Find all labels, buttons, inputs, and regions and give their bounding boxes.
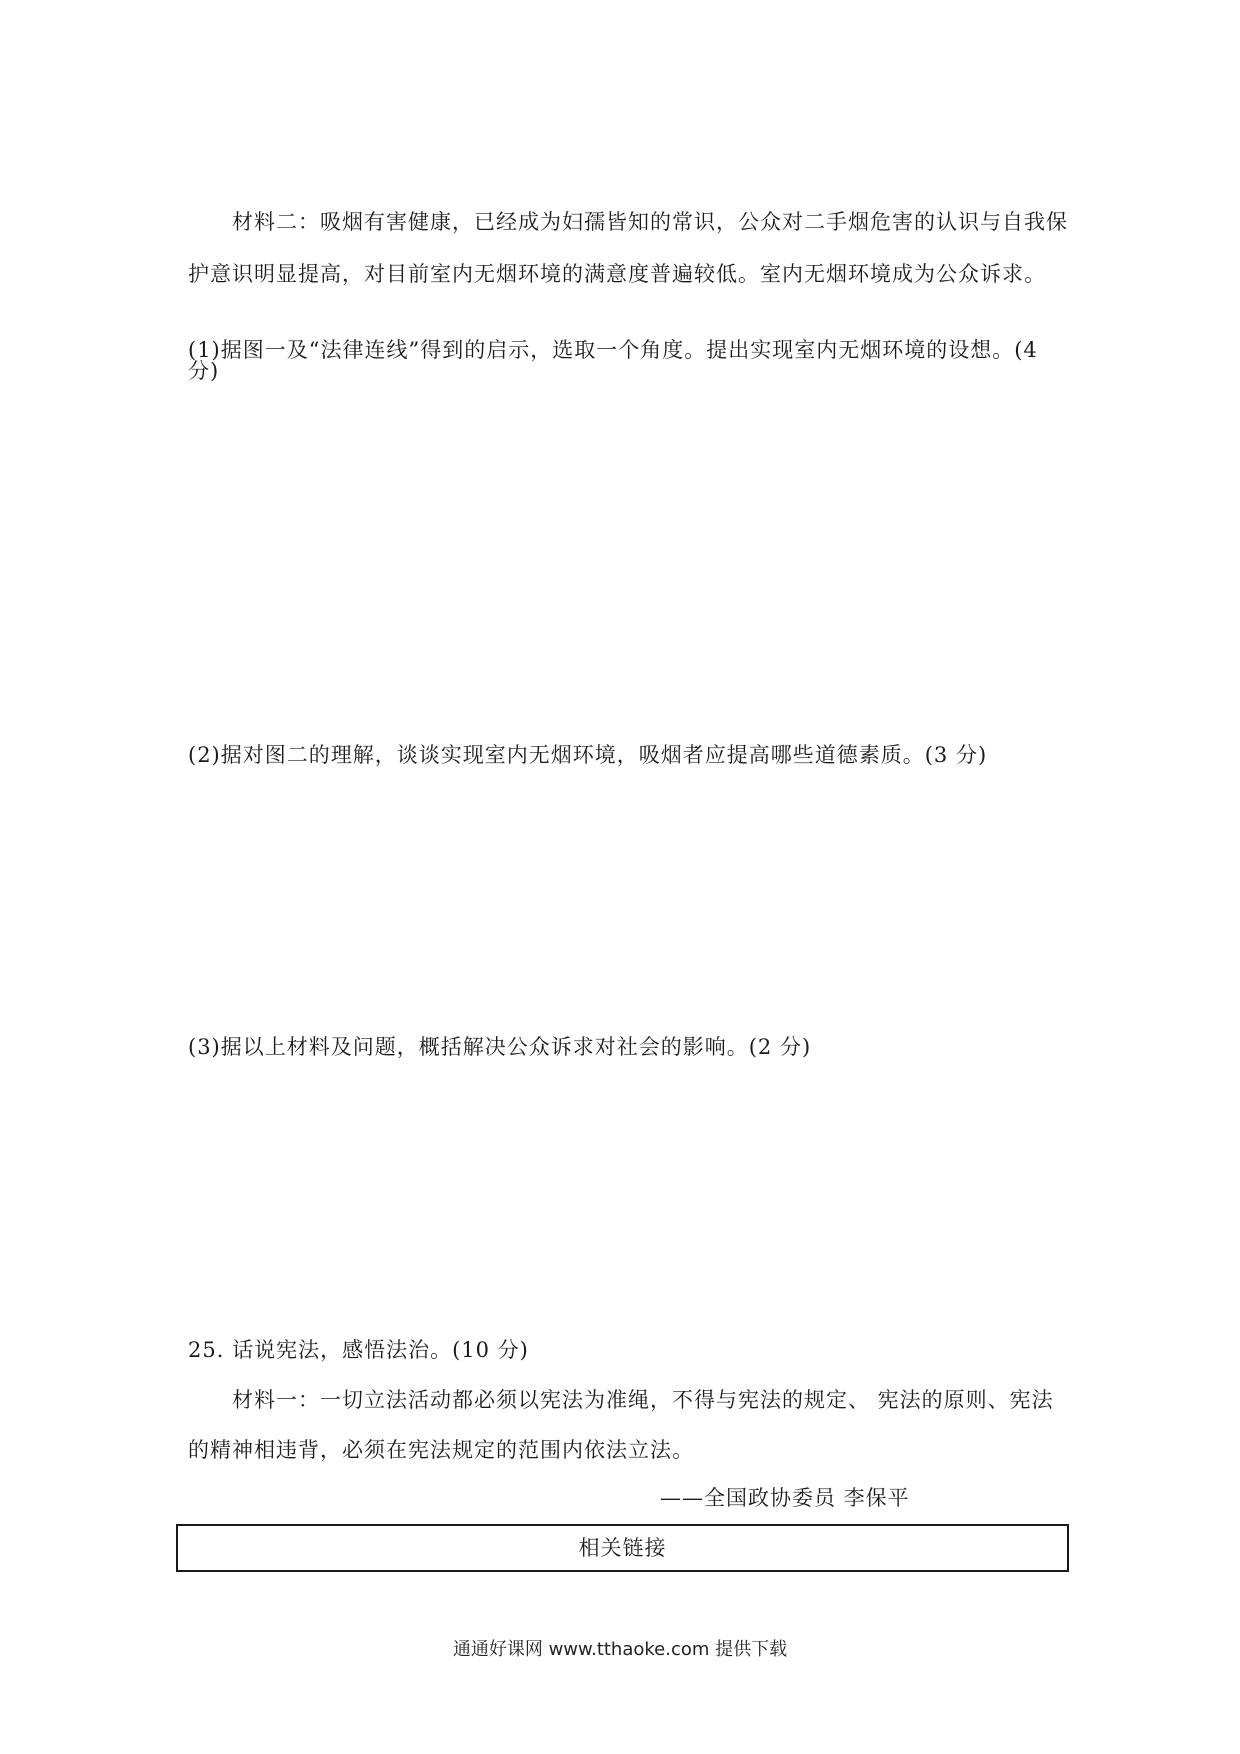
question2: (2)据对图二的理解，谈谈实现室内无烟环境，吸烟者应提高哪些道德素质。(3 分) <box>188 743 988 767</box>
related-links-box <box>176 1524 1069 1572</box>
page-footer: 通通好课网 www.tthaoke.com 提供下载 <box>452 1639 788 1660</box>
quote-attribution: ——全国政协委员 李保平 <box>660 1486 910 1510</box>
question3: (3)据以上材料及问题，概括解决公众诉求对社会的影响。(2 分) <box>188 1035 812 1059</box>
question25-title: 25. 话说宪法，感悟法治。(10 分) <box>188 1338 529 1362</box>
related-links-label: 相关链接 <box>578 1536 667 1560</box>
question1-line2: 分) <box>188 359 220 383</box>
material2-line1: 材料二：吸烟有害健康，已经成为妇孺皆知的常识，公众对二手烟危害的认识与自我保 <box>232 210 1068 234</box>
q25-material1-line1: 材料一：一切立法活动都必须以宪法为准绳，不得与宪法的规定、 宪法的原则、宪法 <box>232 1388 1054 1412</box>
question1-line1: (1)据图一及“法律连线”得到的启示，选取一个角度。提出实现室内无烟环境的设想。(4 <box>188 338 1038 362</box>
q25-material1-line2: 的精神相违背，必须在宪法规定的范围内依法立法。 <box>188 1438 694 1462</box>
material2-line2: 护意识明显提高，对目前室内无烟环境的满意度普遍较低。室内无烟环境成为公众诉求。 <box>188 262 1046 286</box>
